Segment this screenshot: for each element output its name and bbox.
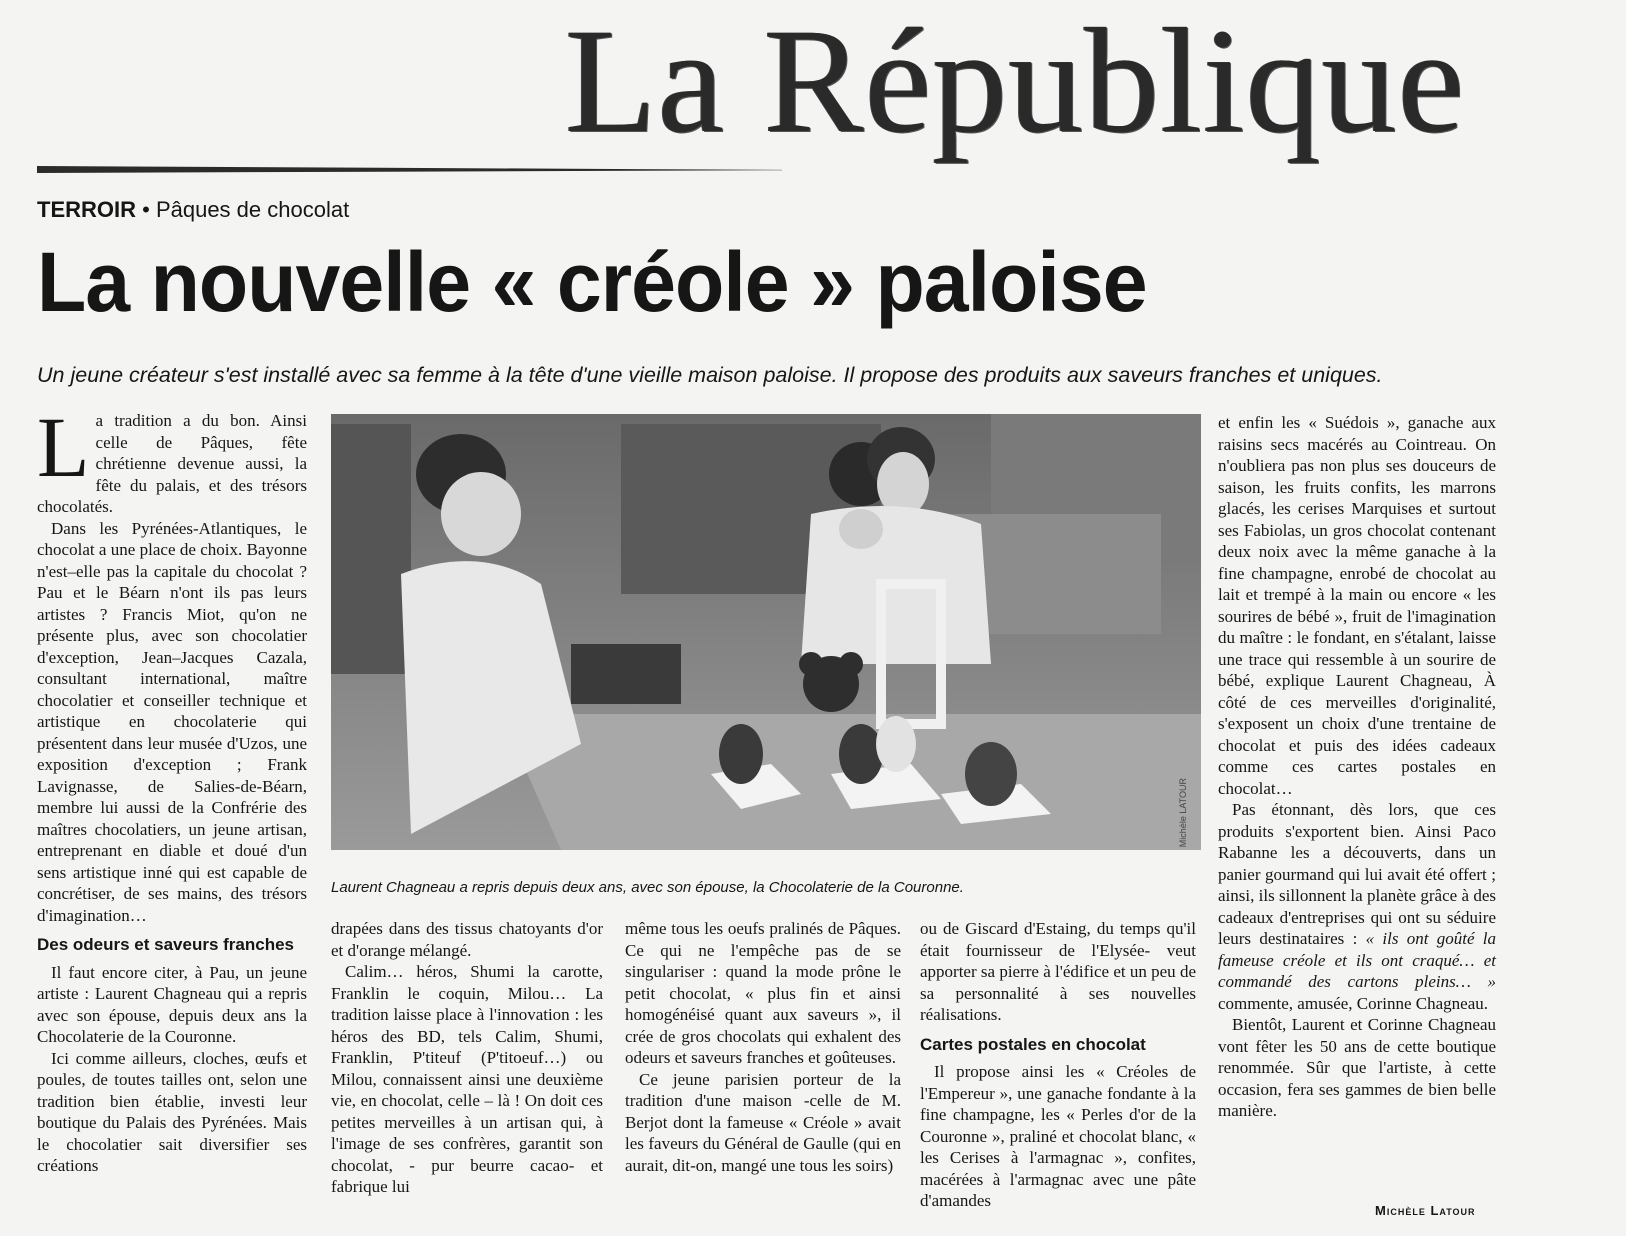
col5-paragraph-1: et enfin les « Suédois », ganache aux raisins secs macérés au Cointreau. On n'oubliera pas non plus ses douceurs de saison, les fruits confits, les marrons glacés, les cerises Marquises et surtout ses Fabiolas, un gros chocolat contenant deux noix avec la même ganache à la fine champagne, enrobé de chocolat au lait et trempé à la main ou encore « les sourires de bébé », fruit de l'imagination du maître : le fondant, en s'étalant, laisse une trace qui ressemble à un sourire de bébé, explique Laurent Chagneau, À côté de ces merveilles d'originalité, s'exposent un choix d'une trentaine de chocolat et puis des idées cadeaux comme ces cartes postales en chocolat… [1218, 413, 1496, 798]
chocolatier-photo [331, 414, 1201, 850]
col2-paragraph-1: drapées dans des tissus chatoyants d'or et d'orange mélangé. [331, 919, 603, 960]
lede: Un jeune créateur s'est installé avec sa femme à la tête d'une vieille maison paloise. Il propose des produits aux saveurs franches et uniques. [37, 363, 1383, 387]
col5-paragraph-3: Bientôt, Laurent et Corinne Chagneau vont fêter les 50 ans de cette boutique renommée. Sûr que l'artiste, à cette occasion, fera ses gammes de bien belle manière. [1218, 1015, 1496, 1120]
author-signature: Michèle Latour [1375, 1203, 1476, 1218]
customer-quote: « ils ont goûté la fameuse créole et ils ont craqué… et commandé des cartons pleins… » [1218, 929, 1496, 991]
col1-paragraph-3: Il faut encore citer, à Pau, un jeune artiste : Laurent Chagneau qui a repris avec son épouse, depuis deux ans la Chocolaterie de la Couronne. [37, 962, 307, 1046]
rubric-section: TERROIR [37, 197, 136, 222]
col5-paragraph-2 [1218, 799, 1496, 1014]
col1-paragraph-4: Ici comme ailleurs, cloches, œufs et poules, de toutes tailles ont, selon une tradition bien établie, investi leur boutique du Palais des Pyrénées. Mais le chocolatier sait diversifier ses créations [37, 1048, 307, 1175]
col4-paragraph-1: ou de Giscard d'Estaing, du temps qu'il était fournisseur de l'Elysée- veut apporter sa pierre à l'édifice et un peu de sa personnalité à ses nouvelles réalisations. [920, 919, 1196, 1024]
rubric-topic: Pâques de chocolat [155, 197, 350, 222]
article-column-1 [37, 399, 307, 1177]
headline: La nouvelle « créole » paloise [37, 235, 1147, 329]
article-column-3 [625, 918, 901, 1176]
rubric-separator: • [136, 197, 156, 222]
article-column-5 [1218, 412, 1496, 1122]
col2-paragraph-2: Calim… héros, Shumi la carotte, Franklin le coquin, Milou… La tradition laisse place à l'innovation : les héros des BD, tels Calim, Shumi, Franklin, P'titeuf (P'titoeuf…) ou Milou, connaissent ainsi une deuxième vie, en chocolat, celle – là ! On doit ces petites merveilles à un artisan qui, à l'image de ses confrères, garantit son chocolat, - pur beurre cacao- et fabrique lui [331, 962, 603, 1196]
col1-paragraph-1: a tradition a du bon. Ainsi celle de Pâques, fête chrétienne devenue aussi, la fête du palais, et des trésors chocolatés. [37, 411, 307, 516]
rubric [37, 196, 349, 224]
col5-paragraph-2-end: commente, amusée, Corinne Chagneau. [1218, 993, 1489, 1013]
article-column-2 [331, 918, 603, 1198]
col3-paragraph-2: Ce jeune parisien porteur de la tradition d'une maison -celle de M. Berjot dont la fameuse « Créole » avait les faveurs du Général de Gaulle (qui en aurait, dit-on, mangé une tous les soirs) [625, 1069, 901, 1175]
masthead-rule [37, 166, 782, 173]
article-photo [331, 414, 1201, 850]
subhead-odeurs: Des odeurs et saveurs franches [37, 935, 295, 954]
drop-cap: L [37, 399, 90, 495]
article-column-4 [920, 918, 1196, 1212]
col1-paragraph-2: Dans les Pyrénées-Atlantiques, le chocolat a une place de choix. Bayonne n'est–elle pas la capitale du chocolat ? Pau et le Béarn n'ont ils pas leurs artistes ? Francis Miot, qu'on ne présente plus, avec son chocolatier d'exception, Jean–Jacques Cazala, consultant international, maître chocolatier et conseiller technique et artistique en chocolaterie qui présentent dans leur musée d'Uzos, une exposition d'exception ; Frank Lavignasse, de Salies-de-Béarn, membre lui aussi de la Confrérie des maîtres chocolatiers, un jeune artisan, entreprenant en diable et doué d'un sens artistique inné qui est capable de concrétiser, de ses mains, des trésors d'imagination… [37, 518, 307, 925]
masthead: La République [565, 0, 1466, 164]
col4-paragraph-2: Il propose ainsi les « Créoles de l'Empereur », une ganache fondante à la fine champagne, les « Perles d'or de la Couronne », praliné et chocolat blanc, « les Cerises à l'armagnac », confites, macérées à l'armagnac avec une pâte d'amandes [920, 1062, 1196, 1210]
col3-paragraph-1: même tous les oeufs pralinés de Pâques. Ce qui ne l'empêche pas de se singulariser : quand la mode prône le petit chocolat, « plus fin et ainsi homogénéisé quant aux saveurs », il crée de gros chocolats qui exhalent des odeurs et saveurs franches et goûteuses. [625, 919, 901, 1067]
photo-credit: Michèle LATOUR [1178, 778, 1188, 848]
subhead-cartes-postales: Cartes postales en chocolat [920, 1034, 1146, 1054]
col5-paragraph-2-text: Pas étonnant, dès lors, que ces produits s'exportent bien. Ainsi Paco Rabanne les a découverts, dans un panier gourmand qui lui avait été offert ; ainsi, ils sillonnent la planète grâce à des cadeaux d'entreprises qui ont su séduire leurs destinataires : [1218, 800, 1496, 948]
photo-caption: Laurent Chagneau a repris depuis deux ans, avec son épouse, la Chocolaterie de la Couronne. [331, 879, 964, 896]
